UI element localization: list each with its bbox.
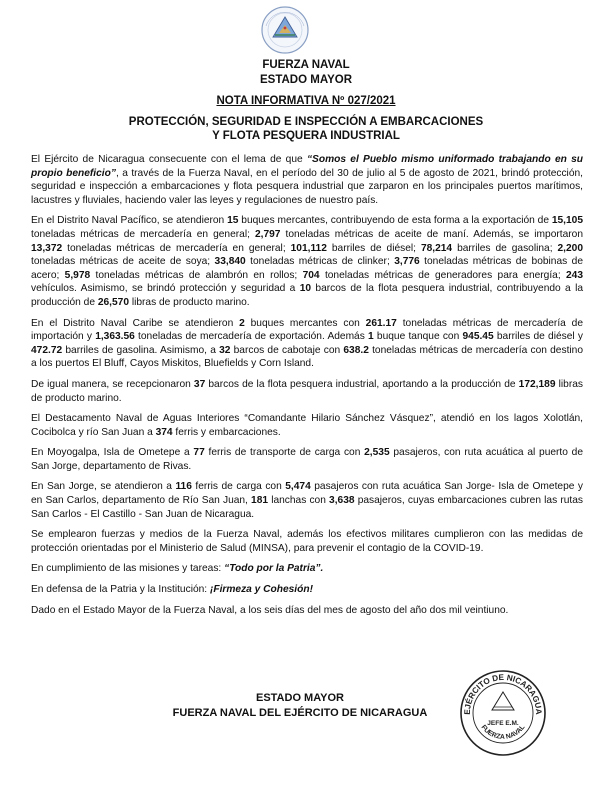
paragraph-text: toneladas métricas de mercadería en general;: [31, 228, 255, 240]
paragraph-text: barriles de gasolina;: [452, 242, 558, 254]
paragraph-text: barriles de diésel;: [326, 242, 421, 254]
org-name: FUERZA NAVAL: [262, 59, 350, 71]
emphasis-text: 5,978: [64, 269, 91, 281]
body-paragraph: [31, 214, 583, 309]
emphasis-text: 1: [368, 331, 374, 343]
emphasis-text: 2: [239, 317, 245, 329]
emphasis-text: 15,105: [551, 215, 584, 227]
emphasis-text: 116: [175, 481, 192, 493]
body-paragraph: [31, 153, 583, 207]
paragraph-text: libras de producto marino.: [129, 296, 250, 308]
paragraph-text: ferris de transporte de carga con: [204, 447, 365, 459]
official-seal-icon: [458, 668, 548, 758]
paragraph-text: toneladas métricas de generadores para energía;: [319, 269, 567, 281]
body-paragraph: [31, 480, 583, 521]
body-paragraph: [31, 317, 583, 371]
emphasis-text: 15: [227, 215, 239, 227]
paragraph-text: toneladas métricas de aceite de maní. Además, se importaron: [280, 228, 583, 240]
emphasis-text: 945.45: [462, 331, 494, 343]
body-paragraph: [31, 562, 583, 576]
paragraph-text: pasajeros, con ruta acuática al puerto de San Jorge, departamento de Rivas.: [31, 447, 583, 472]
emphasis-text: 13,372: [31, 242, 63, 254]
paragraph-text: En defensa de la Patria y la Institución:: [31, 584, 210, 596]
paragraph-text: En cumplimiento de las misiones y tareas:: [31, 563, 225, 575]
paragraph-text: toneladas métricas de bobinas de acero;: [31, 256, 583, 281]
paragraph-text: libras de producto marino.: [31, 378, 583, 404]
emphasis-text: 374: [155, 426, 173, 438]
emphasis-text: 3,638: [329, 495, 355, 507]
paragraph-text: barcos de la flota pesquera industrial, contribuyendo a la producción de: [31, 283, 583, 308]
paragraph-text: En el Distrito Naval Pacífico, se atendieron: [31, 215, 228, 227]
paragraph-text: pasajeros, cuyas embarcaciones cubren las rutas San Carlos - El Castillo - San Juan de Nicaragua.: [31, 495, 583, 520]
body-paragraph: [31, 528, 583, 555]
seal-bottom-text: FUERZA NAVAL: [479, 723, 527, 741]
paragraph-text: toneladas métricas de mercadería de importación y: [31, 317, 584, 343]
nicaragua-coat-of-arms-icon: [260, 4, 310, 56]
paragraph-text: ferris de carga con: [191, 481, 286, 493]
emphasis-text: 5,474: [285, 481, 311, 493]
emphasis-text: 78,214: [420, 242, 453, 254]
signature-line-2: FUERZA NAVAL DEL EJÉRCITO DE NICARAGUA: [172, 707, 428, 719]
emphasis-text: 2,535: [364, 447, 390, 459]
body-paragraph: [31, 604, 583, 618]
paragraph-text: toneladas métricas de alambrón en rollos;: [90, 269, 303, 281]
paragraph-text: barcos de la flota pesquera industrial, aportando a la producción de: [205, 378, 519, 390]
emphasis-text: 261.17: [365, 317, 397, 329]
paragraph-text: barriles de gasolina. Asimismo, a: [62, 344, 220, 356]
emphasis-text: 172,189: [518, 378, 556, 390]
paragraph-text: En Moyogalpa, Isla de Ometepe a: [31, 447, 194, 459]
body-paragraph: [31, 446, 583, 473]
paragraph-text: barcos de cabotaje con: [230, 344, 344, 356]
paragraph-text: toneladas métricas de clinker;: [245, 256, 395, 268]
paragraph-text: El Destacamento Naval de Aguas Interiores “Comandante Hilario Sánchez Vásquez”, atendió en los lagos Xolotlán, Cocibolca y río San Juan a: [31, 413, 583, 438]
department-name: ESTADO MAYOR: [259, 74, 352, 86]
emphasis-text: 2,797: [254, 228, 281, 240]
paragraph-text: buque tanque con: [373, 331, 463, 343]
emphasis-text: ¡Firmeza y Cohesión!: [209, 584, 313, 596]
emphasis-text: 32: [219, 344, 231, 356]
paragraph-text: toneladas métricas de aceite de soya;: [31, 256, 215, 268]
emphasis-text: 704: [302, 269, 320, 281]
seal-ring-text: EJÉRCITO DE NICARAGUA: [462, 672, 544, 715]
paragraph-text: vehículos. Asimismo, se brindó protección y seguridad a: [31, 283, 300, 295]
signature-line-1: ESTADO MAYOR: [255, 692, 344, 704]
paragraph-text: toneladas de mercadería de exportación. Además: [134, 331, 369, 343]
paragraph-text: Dado en el Estado Mayor de la Fuerza Naval, a los seis días del mes de agosto del año dos mil veintiuno.: [31, 604, 509, 616]
paragraph-text: , a través de la Fuerza Naval, en el período del 30 de julio al 5 de agosto de 2021, brindó protección, seguridad e inspección a embarcaciones y flota pesquera industrial que zarparon en los principales puertos marítimos, lacustres y fluviales, haciendo valer las leyes y regulaciones de nuestro país.: [31, 167, 583, 206]
emphasis-text: 243: [566, 269, 584, 281]
paragraph-text: toneladas métricas de mercadería con destino a los puertos El Bluff, Cayos Miskitos, Bluefields y Corn Island.: [31, 344, 583, 370]
seal-inner-text: JEFE E.M.: [487, 720, 519, 727]
emphasis-text: 638.2: [343, 344, 369, 356]
emphasis-text: 37: [193, 378, 206, 390]
emphasis-text: 10: [299, 283, 312, 295]
body-paragraph: [31, 583, 583, 597]
emphasis-text: 3,776: [394, 256, 420, 268]
paragraph-text: barriles de diésel y: [493, 331, 583, 343]
paragraph-text: buques mercantes con: [244, 317, 366, 329]
emphasis-text: 472.72: [31, 344, 63, 356]
emphasis-text: 77: [193, 447, 205, 459]
svg-text:EJÉRCITO DE NICARAGUA: [463, 673, 543, 715]
note-title: NOTA INFORMATIVA Nº 027/2021: [216, 95, 396, 107]
emphasis-text: 1,363.56: [95, 331, 135, 343]
paragraph-text: buques mercantes, contribuyendo de esta forma a la exportación de: [238, 215, 552, 227]
paragraph-text: lanchas con: [268, 495, 330, 507]
paragraph-text: En el Distrito Naval Caribe se atendieron: [31, 317, 240, 329]
paragraph-text: De igual manera, se recepcionaron: [31, 378, 194, 390]
emphasis-text: “Somos el Pueblo mismo uniformado trabajando en su propio beneficio”: [31, 154, 584, 179]
paragraph-text: Se emplearon fuerzas y medios de la Fuerza Naval, además los efectivos militares cumplieron con las medidas de protección orientadas por el Ministerio de Salud (MINSA), para prevenir el contagio de la COVID-19.: [31, 529, 583, 554]
paragraph-text: El Ejército de Nicaragua consecuente con el lema de que: [31, 154, 307, 165]
paragraph-text: toneladas métricas de mercadería en general;: [62, 242, 291, 254]
emphasis-text: 26,570: [97, 296, 130, 308]
emphasis-text: 181: [251, 495, 269, 507]
paragraph-text: ferris y embarcaciones.: [172, 426, 281, 438]
document-body: [31, 153, 583, 624]
subject-line-1: PROTECCIÓN, SEGURIDAD E INSPECCIÓN A EMBARCACIONES: [128, 116, 484, 128]
emphasis-text: 2,200: [557, 242, 583, 254]
body-paragraph: [31, 412, 583, 439]
emphasis-text: 33,840: [214, 256, 246, 268]
emphasis-text: 101,112: [290, 242, 327, 254]
paragraph-text: pasajeros con ruta acuática San Jorge- Isla de Ometepe y en San Carlos, departamento de Río San Juan,: [31, 481, 583, 507]
emphasis-text: “Todo por la Patria”.: [224, 563, 324, 575]
body-paragraph: [31, 378, 583, 405]
subject-line-2: Y FLOTA PESQUERA INDUSTRIAL: [212, 130, 400, 142]
paragraph-text: En San Jorge, se atendieron a: [31, 481, 176, 493]
